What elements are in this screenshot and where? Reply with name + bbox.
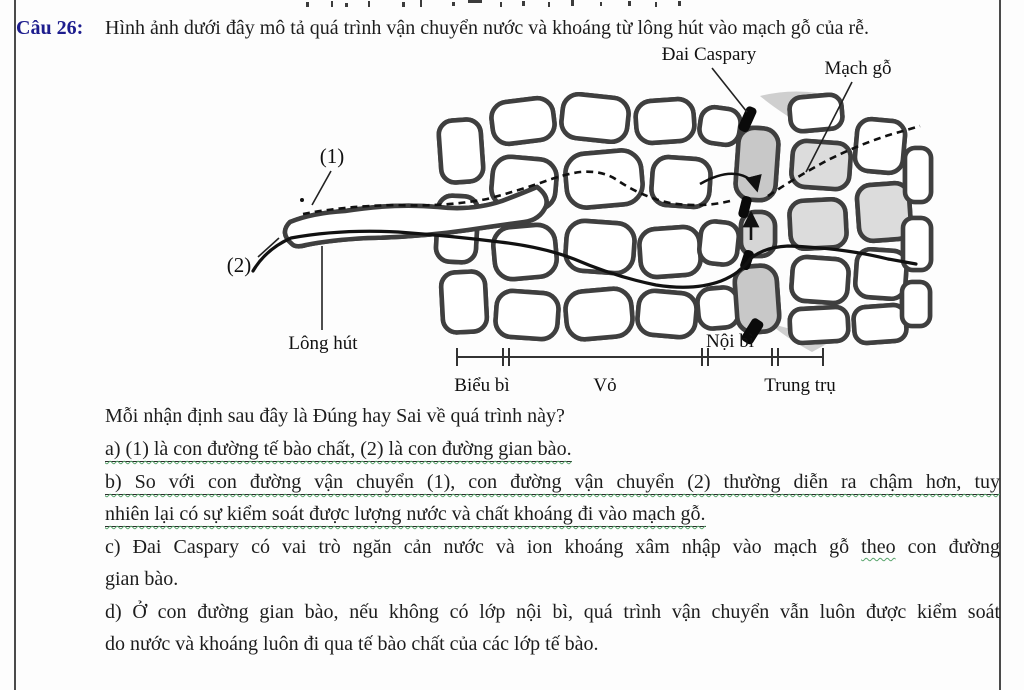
statement-c-line1: c) Đai Caspary có vai trò ngăn cản nước và ion khoáng xâm nhập vào mạch gỗ theo con đường [105, 536, 1000, 558]
label-endodermis: Nội bì [705, 331, 755, 352]
statement-c-line2: gian bào. [105, 568, 179, 590]
statement-a: a) (1) là con đường tế bào chất, (2) là con đường gian bào. [105, 438, 572, 460]
label-caspary: Đai Caspary [661, 44, 757, 65]
root-diagram [0, 28, 1024, 403]
statement-b-line1: b) So với con đường vận chuyển (1), con đường vận chuyển (2) thường diễn ra chậm hơn, tuy [105, 471, 1000, 493]
statement-d-line1: d) Ở con đường gian bào, nếu không có lớp nội bì, quá trình vận chuyển vẫn luôn được kiểm soát [105, 601, 1000, 623]
label-cortex: Vỏ [593, 375, 617, 396]
leader-path1 [312, 171, 331, 205]
question-intro: Hình ảnh dưới đây mô tả quá trình vận chuyển nước và khoáng từ lông hút vào mạch gỗ của rễ. [105, 17, 870, 39]
question-number: Câu 26: [16, 17, 84, 39]
statement-d-line2: do nước và khoáng luôn đi qua tế bào chất của các lớp tế bào. [105, 633, 599, 655]
label-path2: (2) [226, 253, 252, 277]
scale-bar [457, 348, 823, 366]
statement-b-line2: nhiên lại có sự kiểm soát được lượng nước và chất khoáng đi vào mạch gỗ. [105, 503, 706, 525]
label-root-hair: Lông hút [288, 333, 358, 354]
label-stele: Trung trụ [764, 375, 836, 396]
top-cropped-text-fragments [0, 0, 1024, 9]
label-epidermis: Biểu bì [454, 375, 510, 396]
prompt-line: Mỗi nhận định sau đây là Đúng hay Sai về quá trình này? [105, 405, 565, 427]
label-xylem: Mạch gỗ [824, 58, 892, 79]
label-path1: (1) [319, 144, 345, 168]
